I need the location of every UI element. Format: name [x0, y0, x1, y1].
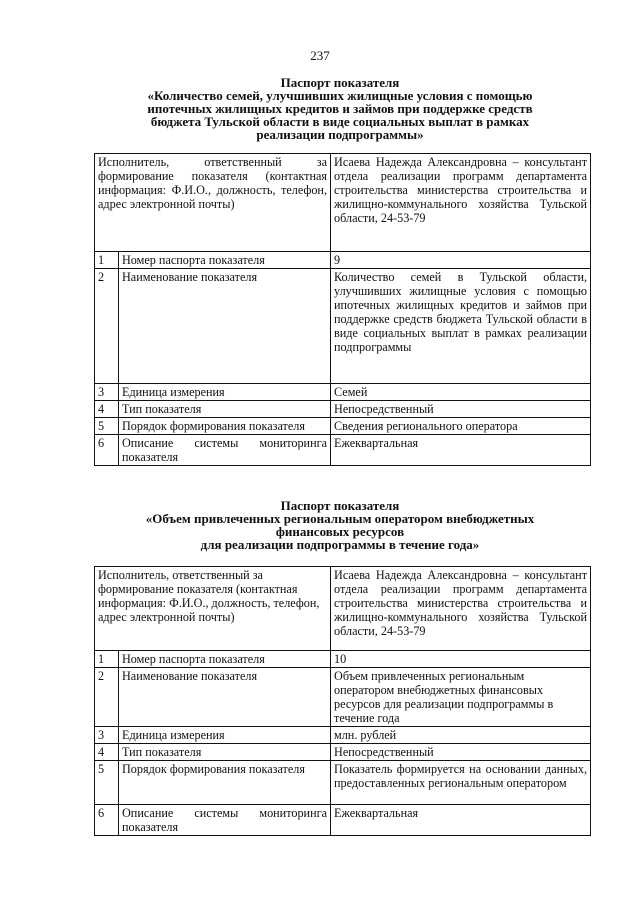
title-line: «Количество семей, улучшивших жилищные условия с помощью [147, 88, 533, 103]
row-number: 2 [95, 668, 119, 727]
row-number: 1 [95, 651, 119, 668]
row-label: Порядок формирования показателя [119, 761, 331, 805]
row-label: Наименование показателя [119, 668, 331, 727]
table-row [95, 154, 591, 252]
title-line: «Объем привлеченных региональным оператором внебюджетных [145, 511, 535, 526]
row-label: Тип показателя [119, 401, 331, 418]
page-number: 237 [310, 48, 330, 63]
row-value: Ежеквартальная [331, 435, 591, 466]
title-line: для реализации подпрограммы в течение года» [200, 537, 480, 552]
title-line: ипотечных жилищных кредитов и займов при поддержке средств [147, 101, 533, 116]
row-value: Ежеквартальная [331, 805, 591, 836]
row-number: 4 [95, 401, 119, 418]
table-row [95, 252, 591, 269]
title-line: бюджета Тульской области в виде социальных выплат в рамках [150, 114, 530, 129]
row-number: 1 [95, 252, 119, 269]
passport-title-1 [90, 76, 590, 141]
table-row [95, 651, 591, 668]
table-row [95, 401, 591, 418]
row-value: Непосредственный [331, 401, 591, 418]
row-label: Порядок формирования показателя [119, 418, 331, 435]
executor-value: Исаева Надежда Александровна – консультант отдела реализации программ департамента строительства министерства строительства и жилищно-коммунального хозяйства Тульской области, 24-53-79 [331, 154, 591, 252]
row-label: Единица измерения [119, 727, 331, 744]
row-value: Количество семей в Тульской области, улучшивших жилищные условия с помощью ипотечных жилищных кредитов и займов при поддержке средств бюджета Тульской области в виде социальных выплат в рамках реализации подпрограммы [331, 269, 591, 384]
row-value: Непосредственный [331, 744, 591, 761]
table-row [95, 384, 591, 401]
executor-label: Исполнитель, ответственный за формирование показателя (контактная информация: Ф.И.О., должность, телефон, адрес электронной почты) [95, 154, 331, 252]
table-row [95, 435, 591, 466]
title-line: реализации подпрограммы» [256, 127, 424, 142]
row-label: Тип показателя [119, 744, 331, 761]
executor-label: Исполнитель, ответственный за формирование показателя (контактная информация: Ф.И.О., должность, телефон, адрес электронной почты) [95, 567, 331, 651]
row-number: 5 [95, 418, 119, 435]
row-value: Показатель формируется на основании данных, предоставленных региональным оператором [331, 761, 591, 805]
row-value: 10 [331, 651, 591, 668]
table-row [95, 668, 591, 727]
row-label: Описание системы мониторинга показателя [119, 805, 331, 836]
row-number: 3 [95, 727, 119, 744]
table-row [95, 805, 591, 836]
row-number: 4 [95, 744, 119, 761]
table-row [95, 567, 591, 651]
row-number: 6 [95, 435, 119, 466]
table-row [95, 418, 591, 435]
row-number: 2 [95, 269, 119, 384]
row-value: Семей [331, 384, 591, 401]
row-number: 3 [95, 384, 119, 401]
row-value: млн. рублей [331, 727, 591, 744]
title-line: Паспорт показателя [280, 498, 400, 513]
row-value: Объем привлеченных региональным оператором внебюджетных финансовых ресурсов для реализации подпрограммы в течение года [331, 668, 591, 727]
row-label: Описание системы мониторинга показателя [119, 435, 331, 466]
title-line: Паспорт показателя [280, 75, 400, 90]
passport-table-1 [94, 153, 591, 466]
row-number: 6 [95, 805, 119, 836]
row-value: 9 [331, 252, 591, 269]
row-number: 5 [95, 761, 119, 805]
passport-title-2 [90, 499, 590, 551]
executor-value: Исаева Надежда Александровна – консультант отдела реализации программ департамента строительства министерства строительства и жилищно-коммунального хозяйства Тульской области, 24-53-79 [331, 567, 591, 651]
title-line: финансовых ресурсов [275, 524, 405, 539]
table-row [95, 269, 591, 384]
row-label: Наименование показателя [119, 269, 331, 384]
table-row [95, 761, 591, 805]
table-row [95, 727, 591, 744]
table-row [95, 744, 591, 761]
row-value: Сведения регионального оператора [331, 418, 591, 435]
row-label: Единица измерения [119, 384, 331, 401]
row-label: Номер паспорта показателя [119, 651, 331, 668]
row-label: Номер паспорта показателя [119, 252, 331, 269]
passport-table-2 [94, 566, 591, 836]
